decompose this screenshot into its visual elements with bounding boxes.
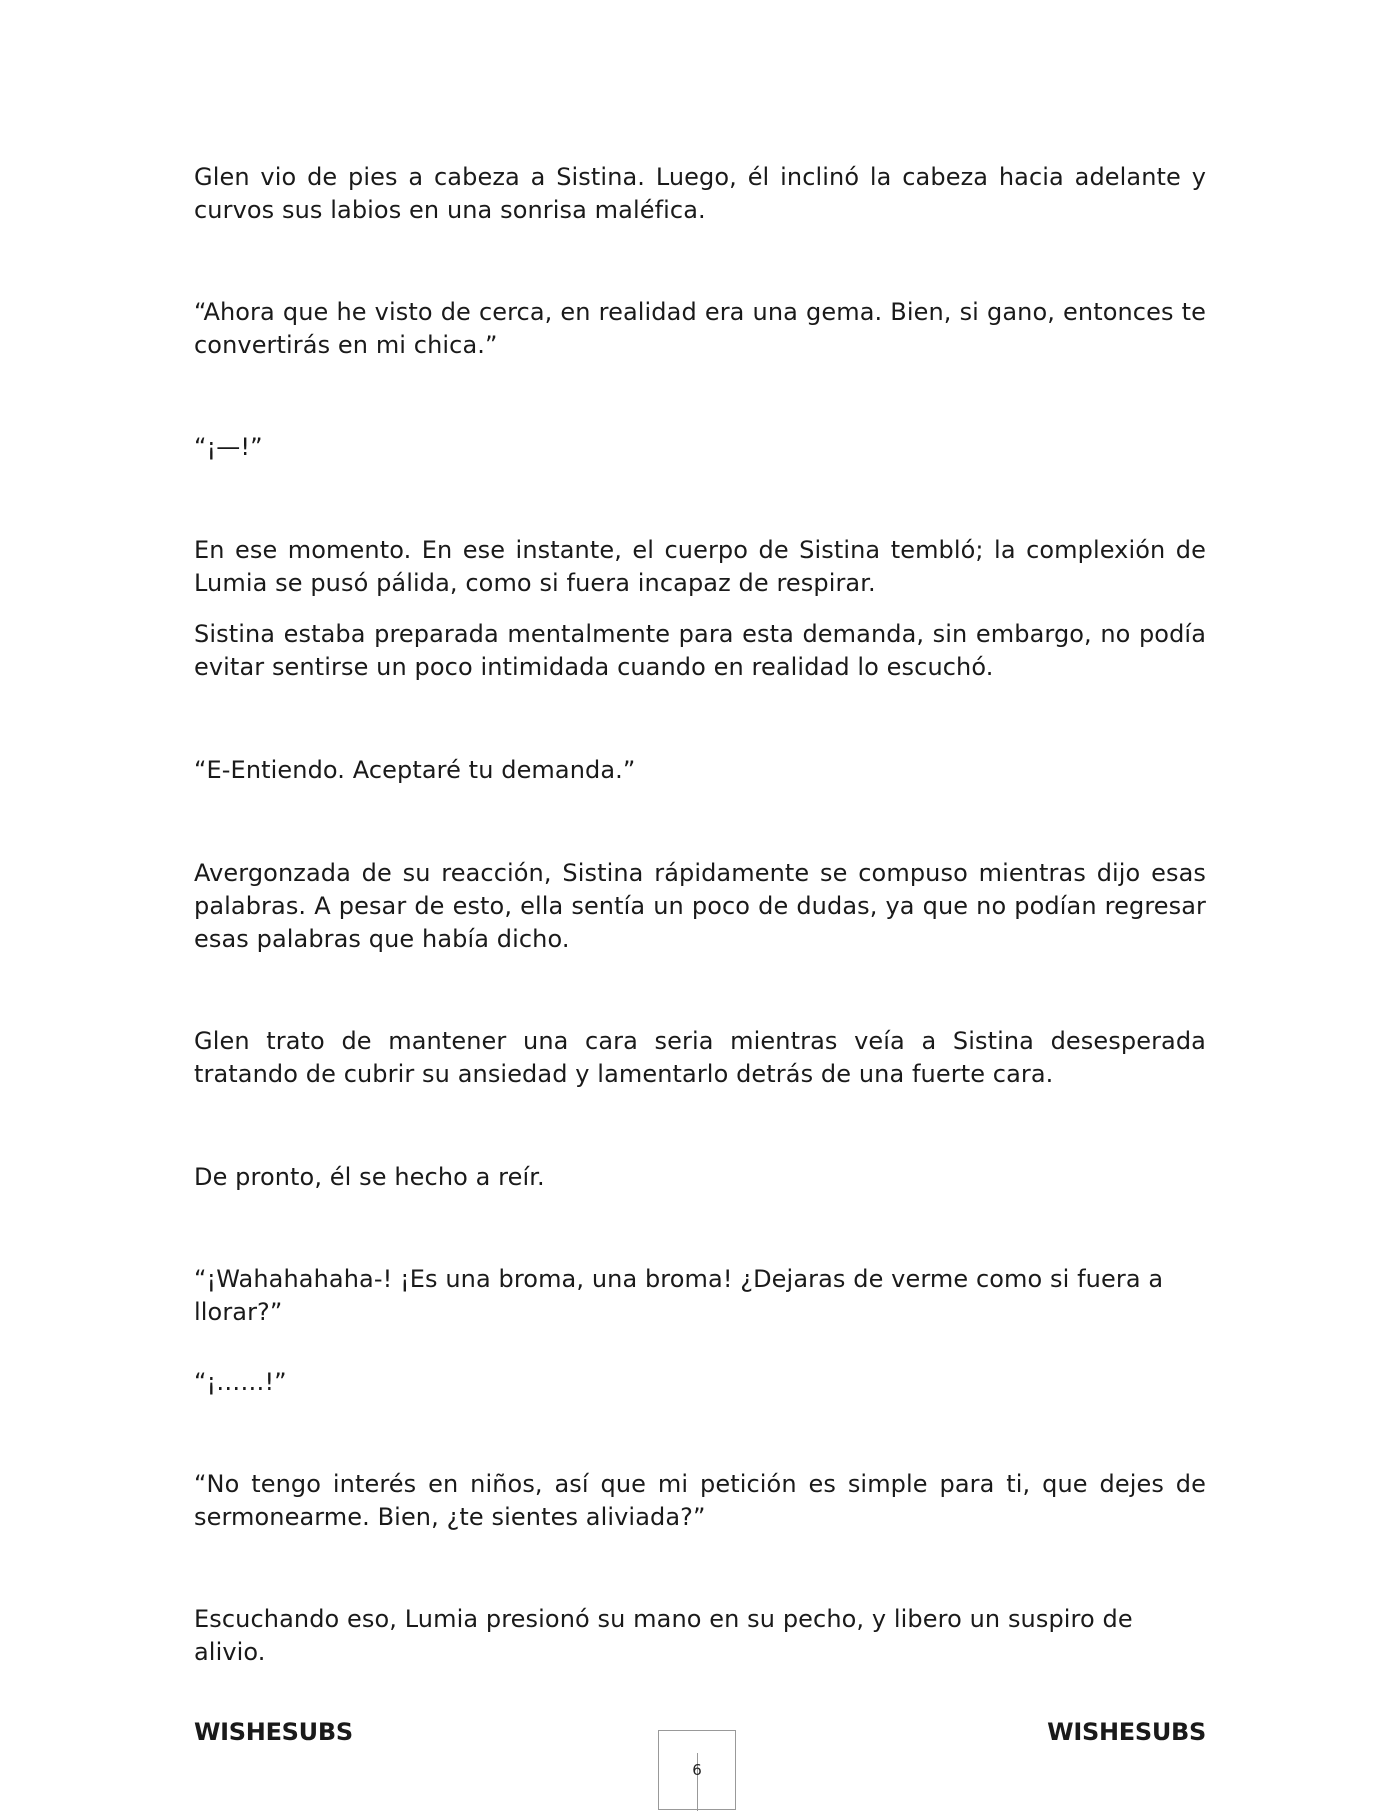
paragraph-2: “Ahora que he visto de cerca, en realidad era una gema. Bien, si gano, entonces te convertirás en mi chica.” (194, 298, 1206, 359)
paragraph-11: “¡……!” (194, 1368, 287, 1396)
footer-right-label: WISHESUBS (1047, 1718, 1206, 1746)
paragraph-5: Sistina estaba preparada mentalmente para esta demanda, sin embargo, no podía evitar sentirse un poco intimidada cuando en realidad lo escuchó. (194, 620, 1206, 681)
paragraph-7: Avergonzada de su reacción, Sistina rápidamente se compuso mientras dijo esas palabras. A pesar de esto, ella sentía un poco de dudas, ya que no podían regresar esas palabras que había dicho. (194, 859, 1206, 953)
paragraph-13: Escuchando eso, Lumia presionó su mano en su pecho, y libero un suspiro de alivio. (194, 1605, 1133, 1666)
page-number-box (658, 1730, 736, 1810)
page-number: 6 (692, 1761, 702, 1779)
paragraph-10: “¡Wahahahaha-! ¡Es una broma, una broma! ¿Dejaras de verme como si fuera a llorar?” (194, 1265, 1164, 1326)
paragraph-9: De pronto, él se hecho a reír. (194, 1163, 545, 1191)
paragraph-3: “¡—!” (194, 433, 263, 461)
paragraph-6: “E-Entiendo. Aceptaré tu demanda.” (194, 756, 636, 784)
paragraph-1: Glen vio de pies a cabeza a Sistina. Luego, él inclinó la cabeza hacia adelante y curvos sus labios en una sonrisa maléfica. (194, 163, 1206, 224)
paragraph-12: “No tengo interés en niños, así que mi petición es simple para ti, que dejes de sermonearme. Bien, ¿te sientes aliviada?” (194, 1470, 1206, 1531)
footer-left-label: WISHESUBS (194, 1718, 353, 1746)
paragraph-8: Glen trato de mantener una cara seria mientras veía a Sistina desesperada tratando de cubrir su ansiedad y lamentarlo detrás de una fuerte cara. (194, 1027, 1206, 1088)
paragraph-4: En ese momento. En ese instante, el cuerpo de Sistina tembló; la complexión de Lumia se pusó pálida, como si fuera incapaz de respirar. (194, 536, 1206, 597)
